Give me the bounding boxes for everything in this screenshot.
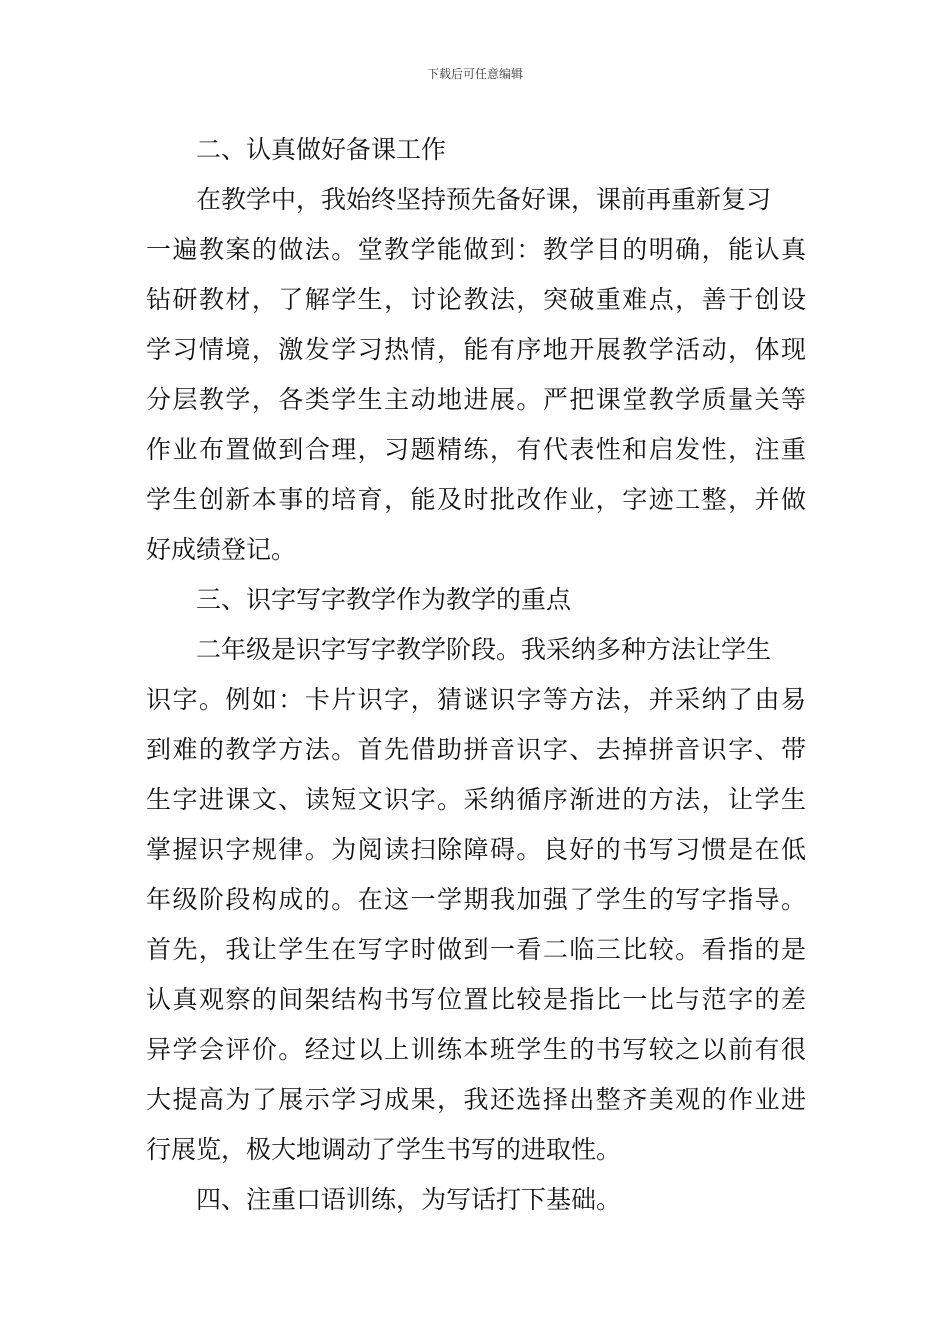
paragraph-line: 异学会评价。经过以上训练本班学生的书写较之以前有很 — [146, 1035, 806, 1064]
paragraph-line: 一遍教案的做法。堂教学能做到：教学目的明确，能认真 — [146, 235, 806, 264]
paragraph-line: 首先，我让学生在写字时做到一看二临三比较。看指的是 — [146, 935, 806, 964]
paragraph-line: 掌握识字规律。为阅读扫除障碍。良好的书写习惯是在低 — [146, 835, 806, 864]
paragraph-line: 在教学中，我始终坚持预先备好课，课前再重新复习 — [196, 185, 772, 214]
paragraph-line: 二年级是识字写字教学阶段。我采纳多种方法让学生 — [196, 635, 772, 664]
paragraph-line: 分层教学，各类学生主动地进展。严把课堂教学质量关等 — [146, 385, 806, 414]
paragraph-line: 作业布置做到合理，习题精练，有代表性和启发性，注重 — [146, 435, 806, 464]
paragraph-line: 好成绩登记。 — [146, 535, 297, 564]
paragraph-line: 到难的教学方法。首先借助拼音识字、去掉拼音识字、带 — [146, 735, 806, 764]
section-heading-4: 四、注重口语训练，为写话打下基础。 — [196, 1185, 622, 1214]
header-note: 下载后可任意编辑 — [426, 67, 523, 81]
paragraph-line: 钻研教材，了解学生，讨论教法，突破重难点，善于创设 — [146, 285, 806, 314]
paragraph-line: 认真观察的间架结构书写位置比较是指比一比与范字的差 — [146, 985, 806, 1014]
paragraph-line: 年级阶段构成的。在这一学期我加强了学生的写字指导。 — [146, 885, 806, 914]
paragraph-line: 识字。例如：卡片识字，猜谜识字等方法，并采纳了由易 — [146, 685, 806, 714]
section-heading-3: 三、识字写字教学作为教学的重点 — [196, 585, 572, 614]
paragraph-line: 生字进课文、读短文识字。采纳循序渐进的方法，让学生 — [146, 785, 806, 814]
section-heading-2: 二、认真做好备课工作 — [196, 135, 447, 164]
paragraph-line: 大提高为了展示学习成果，我还选择出整齐美观的作业进 — [146, 1085, 806, 1114]
paragraph-line: 行展览，极大地调动了学生书写的进取性。 — [146, 1135, 622, 1164]
paragraph-line: 学生创新本事的培育，能及时批改作业，字迹工整，并做 — [146, 485, 806, 514]
paragraph-line: 学习情境，激发学习热情，能有序地开展教学活动，体现 — [146, 335, 806, 364]
